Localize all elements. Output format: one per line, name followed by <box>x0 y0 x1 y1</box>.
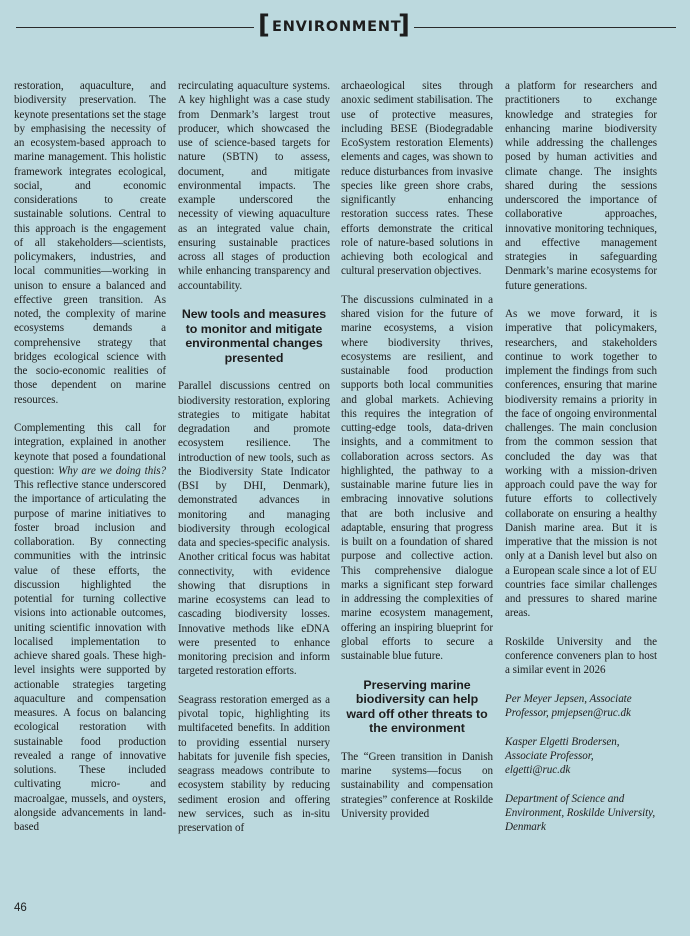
section-label: ENVIRONMENT <box>272 19 402 35</box>
page-number: 46 <box>14 902 27 914</box>
subheading-new-tools: New tools and measures to monitor and mitigate environmental changes presented <box>181 307 327 365</box>
paragraph: restoration, aquaculture, and biodiversity preservation. The keynote presentations set the stage by emphasising the necessity of an ecosystem-based approach to marine management. This holistic framework integrates ecological, social, and economic considerations to create sustainable solutions. Central to this approach is the engagement of all stakeholders—scientists, policymakers, industries, and local communities—working in unison to ensure a balanced and effective green transition. As noted, the complexity of marine ecosystems demands a comprehensive strategy that bridges ecological science with the socio-economic realities of those dependent on marine resources. <box>14 80 166 406</box>
paragraph: archaeological sites through anoxic sediment stabilisation. The use of protective measures, including BESE (Biodegradable EcoSystem restoration Elements) elements and cages, was shown to reduce disturbances from invasive species like green shore crabs, significantly enhancing restoration success rates. These efforts demonstrate the critical role of nature-based solutions in achieving both ecological and cultural preservation objectives. <box>341 80 493 278</box>
article-column-4 <box>505 79 657 849</box>
header-rule-right <box>414 27 676 28</box>
paragraph-text: Complementing this call for integration, explained in another keynote that posed a foundational question: <box>14 422 166 477</box>
emphasis-question: Why are we doing this? <box>58 464 166 477</box>
article-column-1 <box>14 79 166 849</box>
paragraph: Parallel discussions centred on biodiversity restoration, exploring strategies to mitigate habitat degradation and promote ecosystem resilience. The introduction of new tools, such as the Biodiversity State Indicator (BSI by DHI, Denmark), demonstrated advances in monitoring and managing biodiversity through ecological data and species-specific analysis. Another critical focus was habitat connectivity, with evidence showing that disruptions in marine ecosystems can lead to cascading biodiversity losses. Innovative methods like eDNA were presented to enhance monitoring precision and inform targeted restoration efforts. <box>178 380 330 678</box>
paragraph: Roskilde University and the conference conveners plan to host a similar event in 2026 <box>505 635 657 677</box>
paragraph: Seagrass restoration emerged as a pivotal topic, highlighting its multifaceted benefits. In addition to providing essential nursery habitats for juvenile fish species, seagrass meadows contribute to ecosystem stability by reducing sediment erosion and offering new services, such as in-situ preservation of <box>178 693 330 835</box>
paragraph: The discussions culminated in a shared vision for the future of marine ecosystems, a vision where biodiversity thrives, ecosystems are resilient, and sustainable food production supports both local communities and global markets. Achieving this requires the integration of cutting-edge tools, data-driven insights, and a commitment to collaboration across sectors. As highlighted, the pathway to a sustainable marine future lies in embracing innovative solutions that are both inclusive and adaptable, ensuring that progress is built on a foundation of shared purpose and collective action. This comprehensive dialogue marks a significant step forward in addressing the complexities of marine ecosystem management, offering an inspiring blueprint for global efforts to secure a sustainable blue future. <box>341 293 493 662</box>
author-credit: Kasper Elgetti Brodersen, Associate Professor, elgetti@ruc.dk <box>505 735 620 776</box>
paragraph: a platform for researchers and practitioners to exchange knowledge and strategies for enhancing marine biodiversity while addressing the challenges posed by human activities and climate change. The insights shared during the sessions underscored the importance of collaborative approaches, innovative monitoring techniques, and effective management strategies in safeguarding Denmark’s marine ecosystems for future generations. <box>505 80 657 292</box>
article-column-2 <box>178 79 330 850</box>
subheading-preserving-biodiversity: Preserving marine biodiversity can help ward off other threats to the environment <box>346 677 488 736</box>
paragraph <box>14 421 166 834</box>
header-bracket-left: [ <box>258 10 270 40</box>
author-credit: Per Meyer Jepsen, Associate Professor, pmjepsen@ruc.dk <box>505 692 632 719</box>
paragraph: The “Green transition in Danish marine systems—focus on sustainability and compensation strategies” conference at Roskilde University provided <box>341 750 493 820</box>
paragraph: As we move forward, it is imperative that policymakers, researchers, and stakeholders continue to work together to implement the findings from such conferences, ensuring that marine biodiversity remains a priority in the face of ongoing environmental challenges. The main conclusion from the common session that concluded the day was that working with a mission-driven approach could pave the way for future efforts to collectively collaborate on ensuring a healthy Danish marine area. But it is imperative that the mission is not only at a Danish level but also on a European scale since a lot of EU countries face similar challenges and pressures to shared marine areas. <box>505 308 657 620</box>
paragraph: recirculating aquaculture systems. A key highlight was a case study from Denmark’s largest trout producer, which showcased the use of science-based targets for nature (SBTN) to assess, document, and mitigate environmental impacts. The example underscored the necessity of viewing aquaculture as an integrated value chain, ensuring sustainable practices across all stages of production while enhancing transparency and accountability. <box>178 80 330 292</box>
paragraph-text: This reflective stance underscored the importance of articulating the purpose of marine initiatives to foster broad inclusion and collaboration. By connecting communities with the intrinsic value of these efforts, the discussion highlighted the potential for turning collective visions into actionable outcomes, uniting scientific innovation with localised implementation to achieve shared goals. These high-level insights were supported by actionable strategies targeting aquaculture and compensation measures. A focus on balancing ecological restoration with sustainable food production revealed a range of innovative solutions. These included cultivating micro- and macroalgae, mussels, and oysters, alongside advancements in land-based <box>14 479 166 833</box>
section-header <box>0 10 690 40</box>
article-column-3 <box>341 79 493 835</box>
header-rule-left <box>16 27 254 28</box>
affiliation-credit: Department of Science and Environment, Roskilde University, Denmark <box>505 792 656 833</box>
header-bracket-right: ] <box>398 10 410 40</box>
